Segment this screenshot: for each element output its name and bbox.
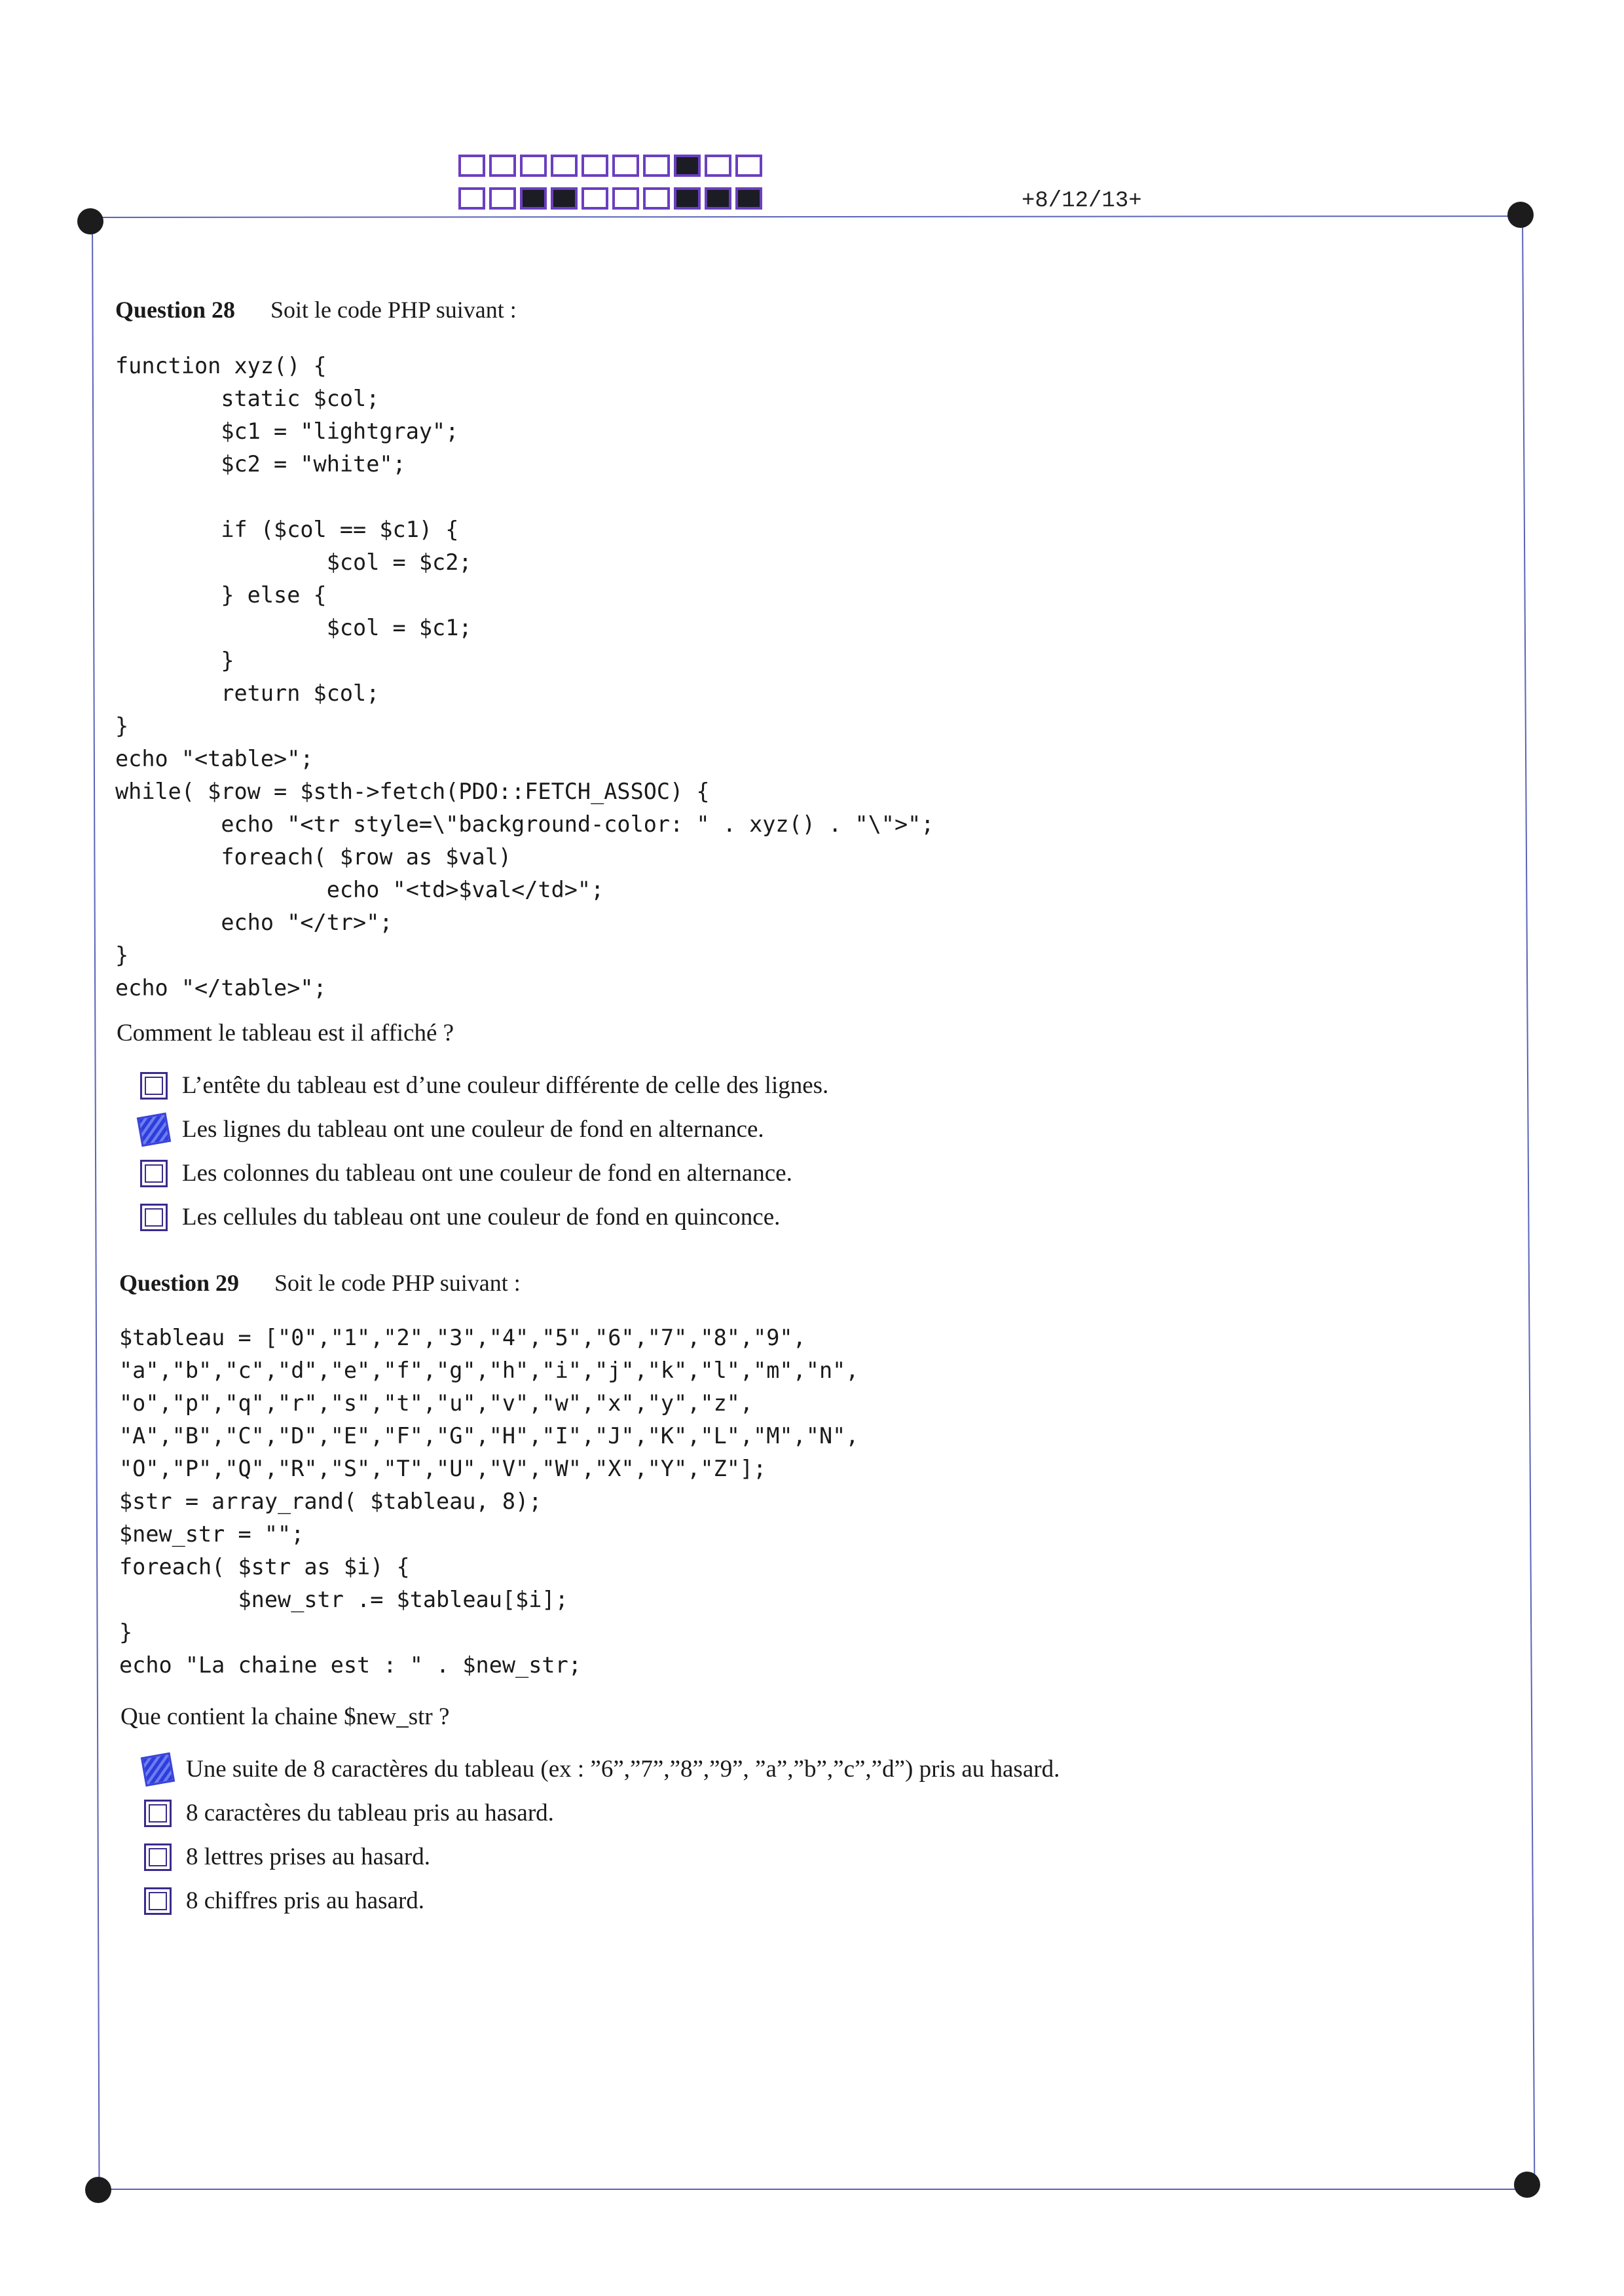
id-box: [735, 187, 762, 210]
id-box: [520, 155, 547, 177]
id-box-row-2: [458, 187, 766, 210]
corner-marker-top-right: [1507, 202, 1534, 228]
q28-answer-3-text: Les colonnes du tableau ont une couleur de fond en alternance.: [182, 1160, 792, 1187]
q29-answer-4[interactable]: [144, 1887, 424, 1915]
question-29-label: Question 29: [119, 1270, 240, 1296]
id-box: [612, 155, 639, 177]
q29-answer-1-checkbox[interactable]: [141, 1752, 175, 1787]
corner-marker-bottom-right: [1514, 2172, 1540, 2198]
q29-answer-3-checkbox[interactable]: [144, 1843, 172, 1871]
q29-answer-4-text: 8 chiffres pris au hasard.: [186, 1887, 425, 1914]
q28-answer-3-checkbox[interactable]: [140, 1160, 168, 1187]
q29-answer-3[interactable]: [144, 1843, 430, 1871]
question-28-header: [115, 296, 517, 324]
q28-answer-2-text: Les lignes du tableau ont une couleur de fond en alternance.: [182, 1116, 764, 1143]
q28-answer-1-text: L’entête du tableau est d’une couleur différente de celle des lignes.: [182, 1072, 829, 1099]
corner-marker-bottom-left: [85, 2177, 111, 2203]
q29-answer-2[interactable]: [144, 1799, 554, 1827]
id-box: [735, 155, 762, 177]
q28-answer-2-checkbox[interactable]: [137, 1112, 172, 1147]
q28-answer-4-checkbox[interactable]: [140, 1204, 168, 1231]
q29-answer-2-checkbox[interactable]: [144, 1800, 172, 1827]
id-box: [489, 187, 516, 210]
id-box: [458, 187, 485, 210]
corner-marker-top-left: [77, 208, 103, 234]
q28-answer-4[interactable]: [140, 1203, 780, 1231]
id-box: [489, 155, 516, 177]
question-28-prompt: Comment le tableau est il affiché ?: [117, 1020, 454, 1046]
id-box: [551, 187, 578, 210]
id-box: [705, 187, 731, 210]
q29-answer-2-text: 8 caractères du tableau pris au hasard.: [186, 1800, 554, 1826]
q29-answer-1[interactable]: [144, 1755, 1060, 1783]
q28-answer-1[interactable]: [140, 1071, 828, 1100]
q28-answer-1-checkbox[interactable]: [140, 1072, 168, 1100]
q29-answer-4-checkbox[interactable]: [144, 1887, 172, 1915]
frame-left-line: [92, 216, 100, 2190]
id-box: [458, 155, 485, 177]
id-box: [674, 187, 701, 210]
q29-answer-3-text: 8 lettres prises au hasard.: [186, 1843, 430, 1870]
id-box: [520, 187, 547, 210]
frame-right-line: [1522, 216, 1535, 2190]
q28-answer-3[interactable]: [140, 1159, 792, 1187]
q28-answer-2[interactable]: [140, 1115, 764, 1143]
question-29-code: $tableau = ["0","1","2","3","4","5","6","7","8","9", "a","b","c","d","e","f","g","h","i","j","k","l","m","n", "o","p","q","r","s","t","u","v","w","x","y","z", "A","B","C","D","E","F","G","H","I","J","K","L","M","N", "O","P","Q","R","S","T","U","V","W","X","Y","Z"]; $str = array_rand( $tableau, 8); $new_str = ""; foreach( $str as $i) { $new_str .= $tableau[$i]; } echo "La chaine est : " . $new_str;: [119, 1325, 859, 1678]
id-box: [612, 187, 639, 210]
id-box: [674, 155, 701, 177]
page-identifier: +8/12/13+: [1022, 189, 1142, 213]
question-29-prompt: Que contient la chaine $new_str ?: [120, 1703, 450, 1730]
id-box: [705, 155, 731, 177]
frame-top-line: [92, 215, 1526, 218]
question-28-label: Question 28: [115, 297, 236, 323]
question-29-header: [119, 1269, 521, 1297]
question-28-intro: Soit le code PHP suivant :: [270, 297, 517, 323]
id-box: [643, 155, 670, 177]
q29-answer-1-text: Une suite de 8 caractères du tableau (ex : ”6”,”7”,”8”,”9”, ”a”,”b”,”c”,”d”) pris au hasard.: [186, 1756, 1060, 1783]
question-28-code: function xyz() { static $col; $c1 = "lightgray"; $c2 = "white"; if ($col == $c1) { $col = $c2; } else { $col = $c1; } return $col; } echo "<table>"; while( $row = $sth->fetch(PDO::FETCH_ASSOC) { echo "<tr style=\"background-color: " . xyz() . "\">"; foreach( $row as $val) echo "<td>$val</td>"; echo "</tr>"; } echo "</table>";: [115, 353, 934, 1001]
id-box: [581, 187, 608, 210]
frame-bottom-line: [98, 2189, 1534, 2190]
q28-answer-4-text: Les cellules du tableau ont une couleur de fond en quinconce.: [182, 1204, 781, 1231]
id-box: [551, 155, 578, 177]
question-29-intro: Soit le code PHP suivant :: [274, 1270, 521, 1296]
id-box-row-1: [458, 155, 766, 177]
id-box: [643, 187, 670, 210]
id-box: [581, 155, 608, 177]
